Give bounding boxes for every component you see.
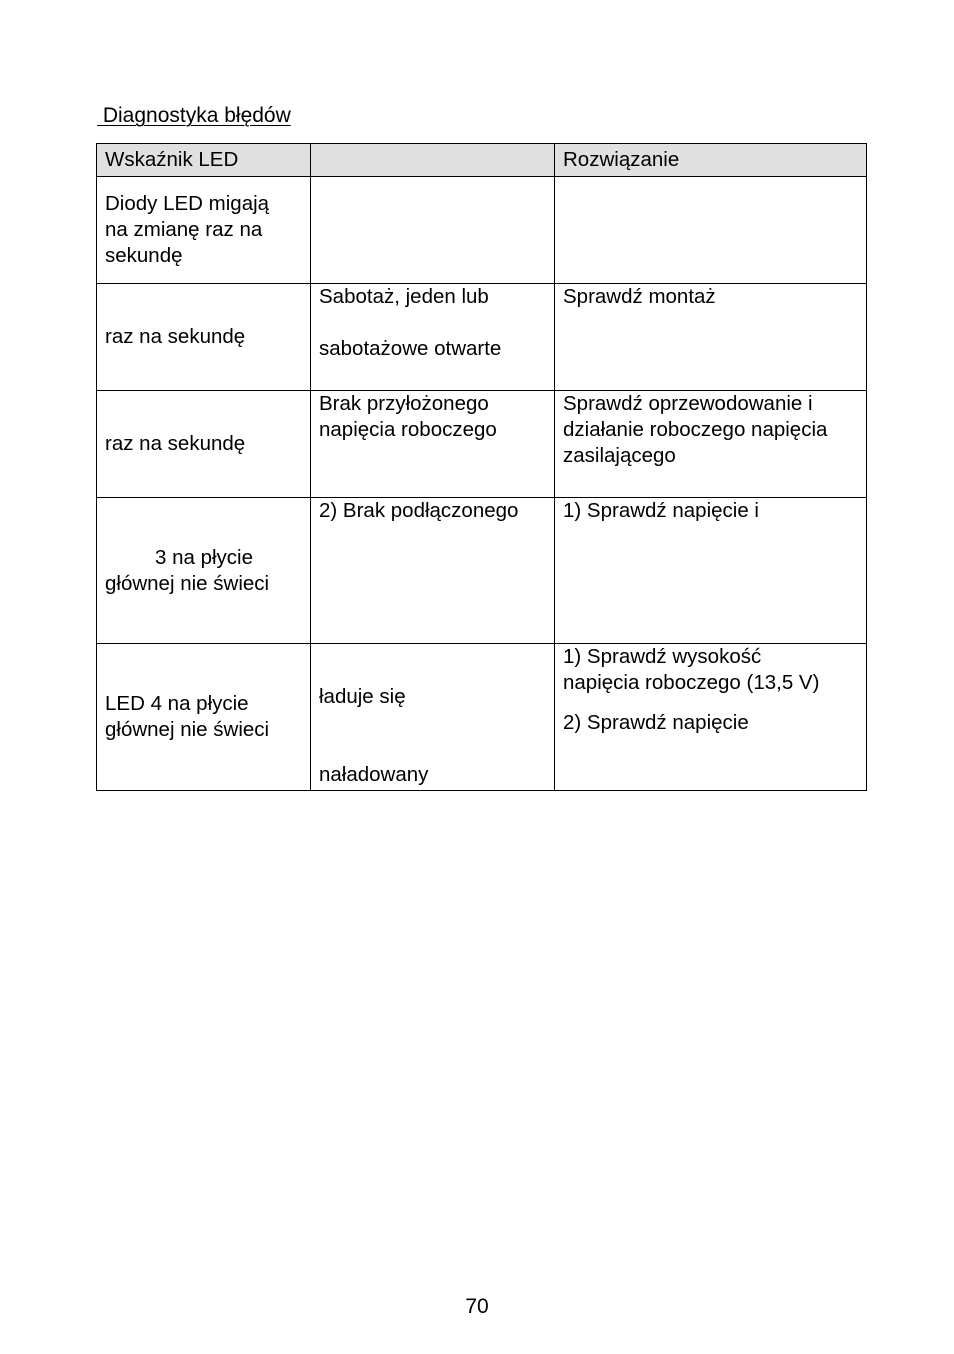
cell-led	[97, 644, 311, 791]
cell-cause	[311, 644, 555, 791]
cell-text: Sprawdź oprzewodowanie i	[563, 392, 813, 415]
cell-text: 2) Sprawdź napięcie	[563, 711, 749, 734]
cell-text: LED 4 na płycie	[105, 692, 249, 715]
cell-text: napięcia roboczego	[319, 418, 497, 441]
page-number: 70	[465, 1295, 489, 1318]
cell-text: 1) Sprawdź napięcie i	[563, 499, 759, 522]
cell-cause	[311, 498, 555, 644]
cell-text: 1) Sprawdź wysokość	[563, 645, 762, 668]
header-cause	[311, 144, 555, 177]
table-row	[97, 644, 867, 791]
cell-solution	[555, 644, 867, 791]
table-row	[97, 391, 867, 498]
table-row	[97, 177, 867, 284]
cell-text: na zmianę raz na	[105, 218, 263, 241]
cell-text: głównej nie świeci	[105, 718, 270, 741]
cell-solution	[555, 391, 867, 498]
cell-text: naładowany	[319, 763, 429, 786]
table-row	[97, 284, 867, 391]
table-row	[97, 498, 867, 644]
header-led-indicator: Wskaźnik LED	[97, 144, 311, 177]
cell-solution	[555, 284, 867, 391]
cell-solution	[555, 498, 867, 644]
cell-text: napięcia roboczego (13,5 V)	[563, 671, 820, 694]
cell-text: Sabotaż, jeden lub	[319, 285, 489, 308]
diagnostics-table	[96, 143, 867, 791]
cell-text: Sprawdź montaż	[563, 285, 716, 308]
cell-text: Brak przyłożonego	[319, 392, 489, 415]
cell-cause	[311, 391, 555, 498]
cell-text: głównej nie świeci	[105, 571, 270, 595]
cell-text: raz na sekundę	[105, 432, 246, 455]
header-solution: Rozwiązanie	[555, 144, 867, 177]
cell-text: raz na sekundę	[105, 325, 246, 348]
table-header-row	[97, 144, 867, 177]
section-heading: Diagnostyka błędów	[97, 104, 291, 127]
cell-cause	[311, 284, 555, 391]
cell-cause	[311, 177, 555, 284]
cell-text: sabotażowe otwarte	[319, 337, 502, 360]
cell-led	[97, 284, 311, 391]
cell-text: 3 na płycie	[155, 545, 254, 569]
cell-text: ładuje się	[319, 685, 406, 708]
cell-led	[97, 391, 311, 498]
cell-text: zasilającego	[563, 444, 676, 467]
cell-text: działanie roboczego napięcia	[563, 418, 828, 441]
cell-text: Diody LED migają	[105, 192, 270, 215]
cell-led	[97, 498, 311, 644]
cell-solution	[555, 177, 867, 284]
cell-text: sekundę	[105, 244, 183, 267]
cell-text: 2) Brak podłączonego	[319, 499, 519, 522]
cell-led	[97, 177, 311, 284]
